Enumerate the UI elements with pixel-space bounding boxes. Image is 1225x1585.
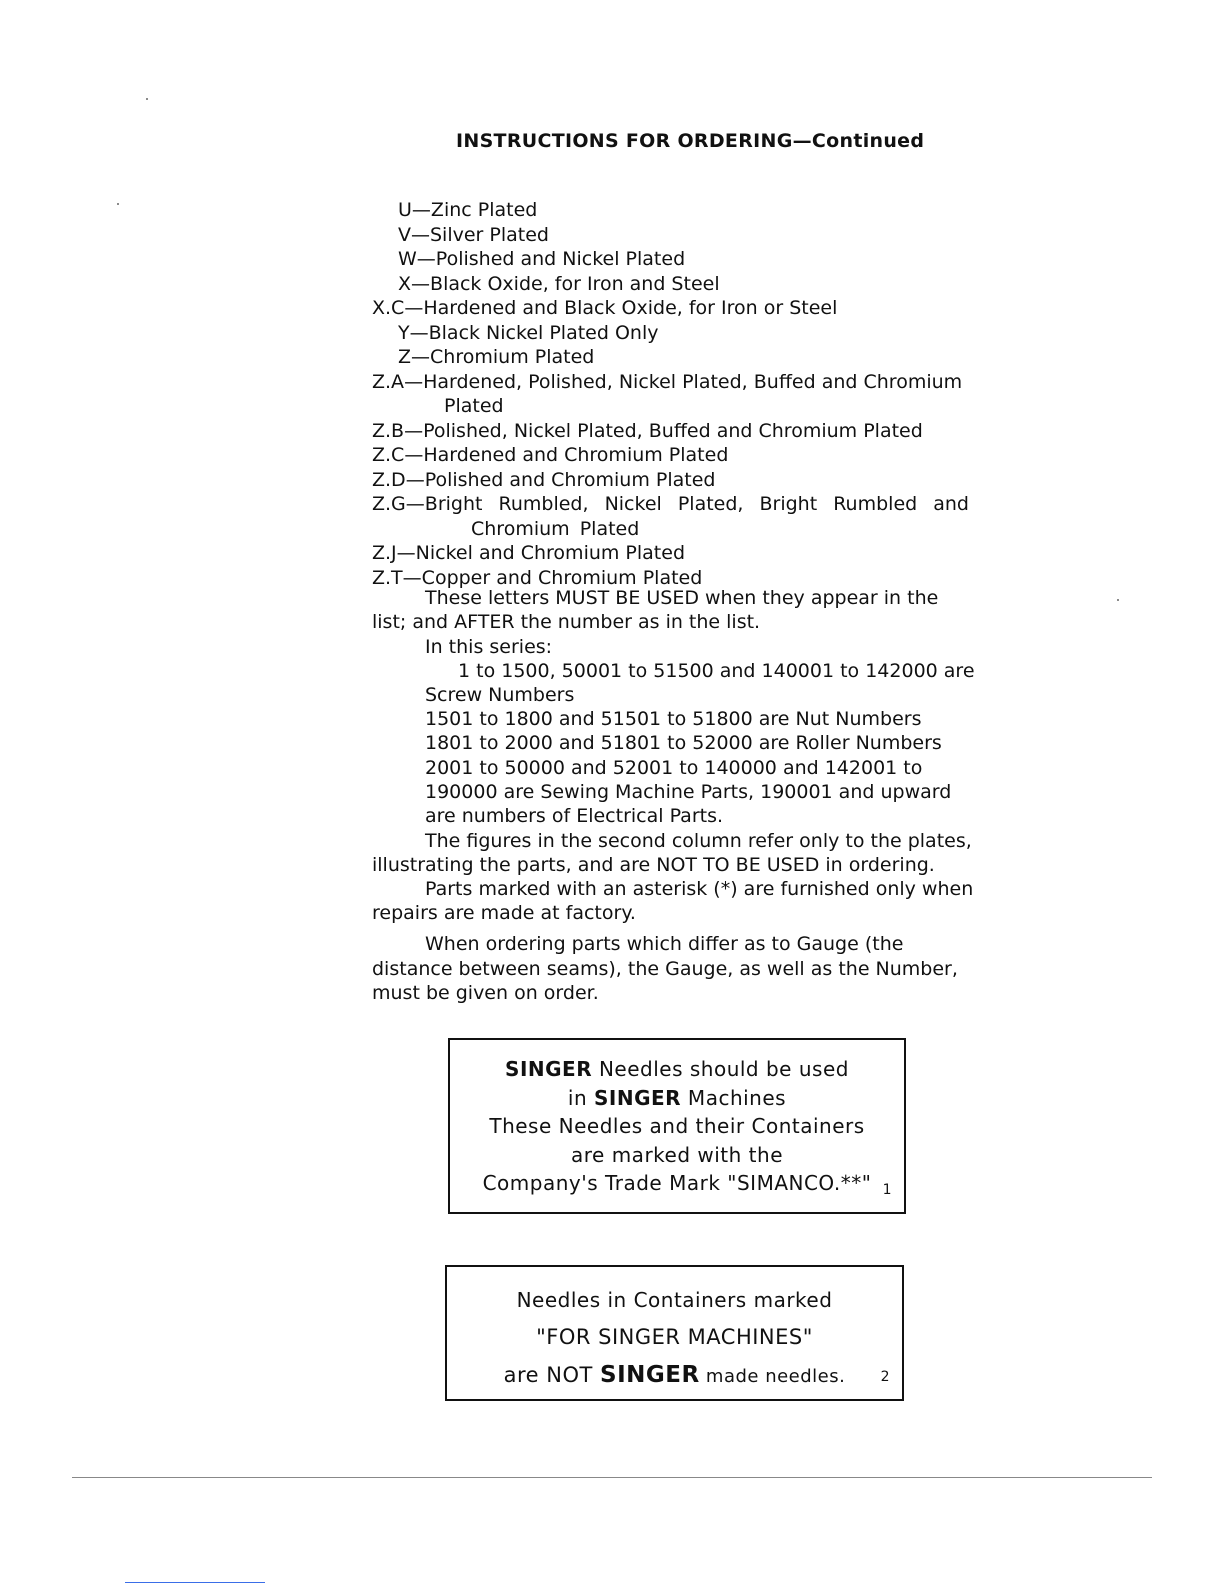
notice1-line2-text: Machines (681, 1085, 787, 1110)
notice2-line1: Needles in Containers marked (516, 1288, 833, 1312)
finish-code-text: —Copper and Chromium Plated (402, 566, 703, 589)
notice1-line1-text: Needles should be used (592, 1057, 849, 1081)
finish-code-text: —Black Nickel Plated Only (409, 321, 659, 344)
finish-code-key: X.C (372, 297, 405, 319)
notice2-footnote-marker: 2 (880, 1369, 890, 1385)
finish-code-text: —Hardened and Chromium Plated (404, 444, 729, 466)
scan-speck (1117, 599, 1119, 601)
finish-code-item (372, 296, 837, 321)
scan-speck (146, 98, 148, 100)
finish-code-text: —Bright Rumbled, Nickel Plated, Bright Rumbled and (405, 493, 969, 515)
series-line-1: 1 to 1500, 50001 to 51500 and 140001 to 142000 are (458, 660, 975, 682)
notice1-line5: Company's Trade Mark "SIMANCO.**" (482, 1171, 872, 1195)
notice2-line2: "FOR SINGER MACHINES" (536, 1325, 813, 1349)
finish-code-item (372, 443, 728, 468)
finish-code-text: —Nickel and Chromium Plated (396, 542, 686, 564)
notice1-footnote-marker: 1 (882, 1182, 892, 1198)
finish-code-key: V (398, 223, 411, 246)
finish-code-item (398, 223, 549, 248)
brand-singer: SINGER (594, 1085, 682, 1110)
finish-code-key: W (398, 248, 417, 270)
bottom-edge-line (125, 1582, 265, 1583)
figures-note-line2: illustrating the parts, and are NOT TO BE USED in ordering. (372, 854, 935, 876)
finish-code-key: Z (398, 346, 412, 368)
page-heading: INSTRUCTIONS FOR ORDERING—Continued (456, 130, 925, 152)
finish-code-text: —Polished, Nickel Plated, Buffed and Chromium Plated (404, 419, 923, 442)
finish-code-item (372, 370, 962, 395)
asterisk-note-line2: repairs are made at factory. (372, 902, 636, 924)
finish-code-text: —Zinc Plated (411, 199, 538, 221)
finish-code-text: —Silver Plated (411, 223, 549, 246)
figures-note-line1: The figures in the second column refer only to the plates, (425, 830, 972, 852)
finish-code-text: —Hardened and Black Oxide, for Iron or Steel (404, 297, 838, 319)
finish-code-text: —Hardened, Polished, Nickel Plated, Buffed and Chromium (404, 370, 963, 393)
finish-code-key: Z.D (372, 468, 406, 491)
gauge-note-line3: must be given on order. (372, 982, 599, 1004)
finish-code-item (398, 272, 720, 297)
finish-code-continuation: Chromium Plated (471, 517, 640, 540)
finish-code-item (398, 247, 685, 272)
finish-code-key: Z.J (372, 542, 397, 564)
series-line-4: 1801 to 2000 and 51801 to 52000 are Roller Numbers (425, 732, 942, 754)
notice1-line2 (450, 1084, 904, 1113)
notice2-line3 (447, 1356, 902, 1396)
finish-code-key: X (398, 272, 412, 295)
finish-code-text: —Polished and Chromium Plated (405, 468, 716, 491)
asterisk-note-line1: Parts marked with an asterisk (*) are furnished only when (425, 878, 974, 900)
gauge-note-line2: distance between seams), the Gauge, as well as the Number, (372, 958, 958, 980)
finish-code-text: —Black Oxide, for Iron and Steel (411, 272, 720, 295)
finish-code-continuation: Plated (444, 395, 504, 417)
notice2-line3-text: made needles. (699, 1366, 846, 1387)
finish-code-text: —Chromium Plated (411, 346, 595, 368)
notice2-line3-pre: are NOT (503, 1363, 601, 1387)
notice1-line3: These Needles and their Containers (489, 1114, 865, 1138)
finish-code-key: Z.G (372, 493, 406, 515)
notice1-line2-pre: in (567, 1085, 595, 1110)
finish-code-key: U (398, 199, 412, 221)
finish-code-item (398, 321, 658, 346)
series-line-3: 1501 to 1800 and 51501 to 51800 are Nut Numbers (425, 708, 922, 730)
letters-note-line2: list; and AFTER the number as in the list. (372, 611, 761, 633)
non-singer-needles-notice (445, 1265, 904, 1401)
series-line-5: 2001 to 50000 and 52001 to 140000 and 142001 to (425, 757, 923, 779)
finish-code-key: Z.C (372, 444, 405, 466)
notice1-line4: are marked with the (571, 1142, 783, 1167)
finish-code-key: Z.T (372, 566, 403, 589)
series-line-6: 190000 are Sewing Machine Parts, 190001 and upward (425, 781, 952, 803)
finish-code-key: Z.B (372, 419, 405, 442)
finish-code-item (398, 345, 594, 370)
finish-code-key: Y (398, 321, 410, 344)
finish-code-item (372, 468, 715, 493)
series-intro: In this series: (425, 636, 553, 658)
gauge-note-line1: When ordering parts which differ as to Gauge (the (425, 933, 904, 955)
letters-note-line1: These letters MUST BE USED when they appear in the (425, 587, 939, 609)
brand-singer: SINGER (505, 1057, 593, 1081)
page-rule (72, 1477, 1152, 1478)
finish-code-item (372, 419, 923, 444)
scan-speck (117, 203, 119, 205)
brand-singer: SINGER (600, 1362, 700, 1388)
finish-code-key: Z.A (372, 370, 405, 393)
finish-code-item (398, 198, 537, 223)
finish-code-item (372, 541, 685, 566)
finish-code-item (372, 492, 969, 517)
finish-code-text: —Polished and Nickel Plated (416, 248, 686, 270)
singer-needles-notice (448, 1038, 906, 1214)
notice1-line1 (450, 1055, 904, 1084)
series-line-2: Screw Numbers (425, 684, 575, 706)
series-line-7: are numbers of Electrical Parts. (425, 805, 724, 827)
